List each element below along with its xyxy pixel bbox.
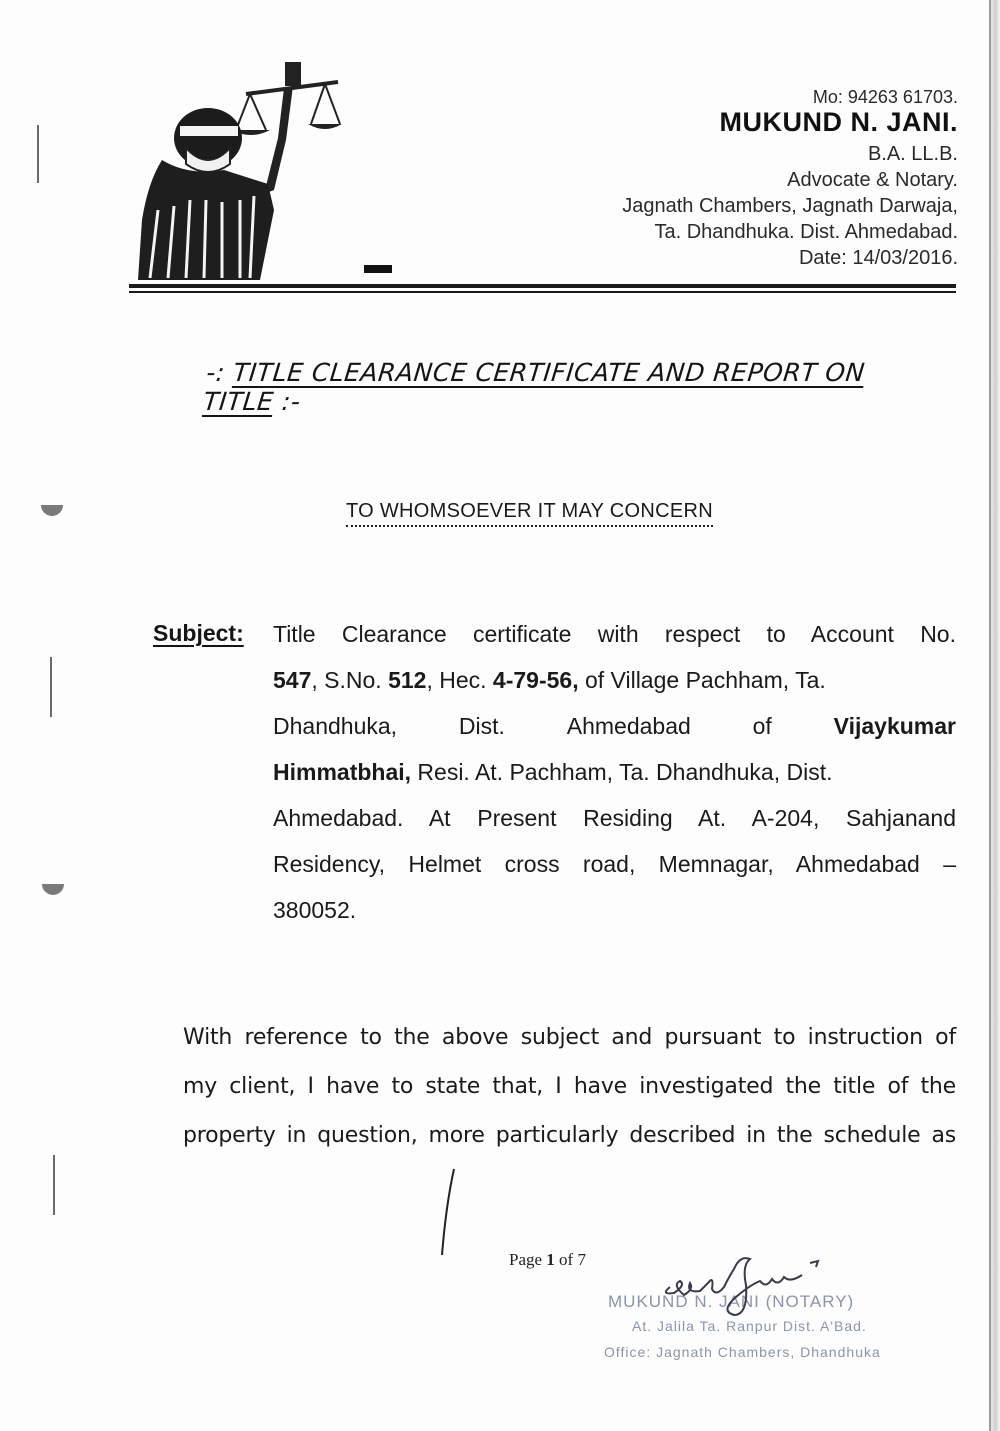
owner-first-name: Vijaykumar [833,713,956,739]
village-text: of Village Pachham, Ta. [578,667,826,693]
concern-heading: TO WHOMSOEVER IT MAY CONCERN [346,500,713,527]
residence-text: Resi. At. Pachham, Ta. Dhandhuka, Dist. [411,759,833,785]
subject-label: Subject: [153,620,244,646]
header-rule-thin [129,291,956,293]
signature-icon [650,1245,840,1325]
subject-line-3 [273,713,956,740]
punch-hole [42,884,64,895]
header-rule-thick [129,284,956,288]
page-number [509,1250,586,1270]
margin-mark [37,125,39,183]
notary-stamp-line3: Office: Jagnath Chambers, Dhandhuka [604,1344,881,1360]
title-prefix: -: [205,358,227,387]
body-line-3: property in question, more particularly described in the schedule as [183,1123,956,1148]
account-number: 547 [273,667,312,693]
title-text: TITLE CLEARANCE CERTIFICATE AND REPORT ON TITLE [201,358,867,416]
body-line-2: my client, I have to state that, I have investigated the title of the [183,1074,956,1099]
notary-stamp-line1: MUKUND N. JANI (NOTARY) [608,1292,855,1311]
body-line-1: With reference to the above subject and pursuant to instruction of [183,1025,956,1050]
document-title [202,358,928,416]
pen-stroke-mark [432,1165,462,1260]
sno-label: , S.No. [311,667,389,693]
page-prefix: Page [509,1250,547,1269]
subject-line-6: Residency, Helmet cross road, Memnagar, Ahmedabad – [273,851,956,877]
letterhead-address-line1: Jagnath Chambers, Jagnath Darwaja, [622,195,958,217]
hec-label: , Hec. [426,667,493,693]
page-edge-line [989,0,991,1431]
subject-line-5: Ahmedabad. At Present Residing At. A-204, Sahjanand [273,805,956,831]
page-total: 7 [577,1250,586,1269]
hectare-value: 4-79-56, [492,667,579,693]
subject-line-2 [273,667,956,694]
survey-number: 512 [388,667,427,693]
letterhead-address-line2: Ta. Dhandhuka. Dist. Ahmedabad. [654,221,958,243]
punch-hole [41,505,63,516]
page-edge-shadow [990,0,1000,1431]
line3-word: Ahmedabad [566,713,691,739]
title-suffix: :- [280,387,303,416]
page-current: 1 [546,1250,555,1269]
margin-mark [50,657,52,717]
line3-word: Dist. [458,713,505,739]
line3-word: Dhandhuka, [273,713,398,739]
subject-line-1: Title Clearance certificate with respect to Account No. [273,621,956,647]
line3-word: of [752,713,772,739]
letterhead-name: MUKUND N. JANI. [719,107,958,137]
margin-mark [53,1155,55,1215]
letterhead-date: Date: 14/03/2016. [798,247,958,269]
subject-line-4 [273,759,956,786]
letterhead-mobile: Mo: 94263 61703. [812,87,958,107]
letterhead-role: Advocate & Notary. [787,169,958,191]
owner-last-name: Himmatbhai, [273,759,412,785]
lady-justice-logo-icon [128,60,403,280]
notary-stamp-line2: At. Jalila Ta. Ranpur Dist. A'Bad. [632,1318,867,1334]
subject-line-7: 380052. [273,897,357,923]
page-of: of [554,1250,578,1269]
letterhead-qualification: B.A. LL.B. [867,143,958,165]
